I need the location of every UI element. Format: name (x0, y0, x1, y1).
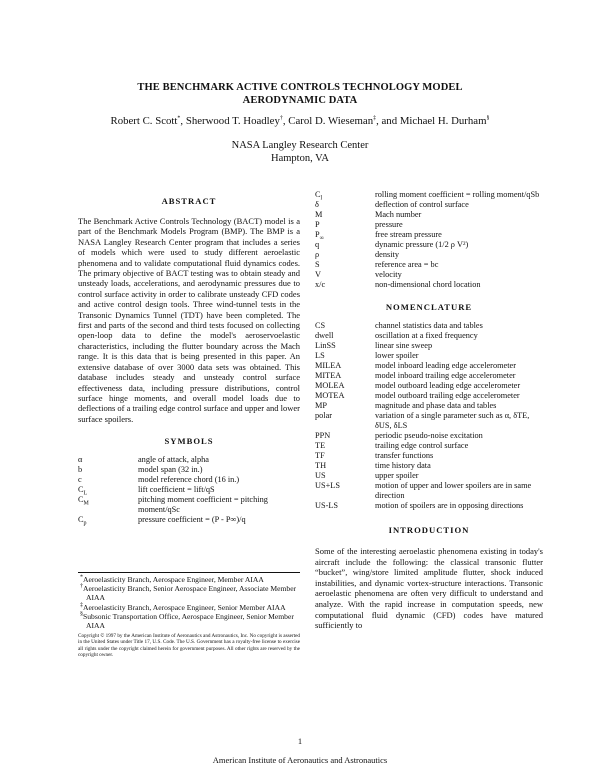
author-list (40, 115, 560, 128)
symbol: P (315, 220, 320, 229)
nomenclature-row (315, 461, 543, 471)
abstract-text: The Benchmark Active Controls Technology (BACT) model is a part of the Benchmark Models Program (BMP). The BMP is a NASA Langley Research Center program that includes a series of models which were used to study different aeroelastic phenomena and to validate computational fluid dynamics codes. The primary objective of BACT testing was to obtain steady and unsteady loads, accelerations, and aerodynamic pressures due to control surface activity in order to calibrate unsteady CFD codes and active control design tools. Three wind-tunnel tests in the Transonic Dynamics Tunnel (TDT) have been completed. The first and parts of the second and third tests focused on collecting open-loop data to define the model's aeroservoelastic characteristics, including the flutter boundary across the Mach range. It is this data that is being presented in this paper. An extensive database of over 3000 data sets was obtained. This database includes steady and unsteady control surface effectiveness data, including pressure distributions, control surface hinge moments, and overall model loads due to deflections of a trailing edge control surface and upper and lower surface spoilers. (78, 216, 300, 424)
symbols-heading: SYMBOLS (164, 436, 214, 447)
abbreviation-definition: time history data (375, 461, 431, 470)
author-separator: , (180, 115, 186, 127)
symbol-definition: pressure coefficient = (P - P∞)/q (138, 515, 246, 525)
abstract-heading: ABSTRACT (161, 196, 217, 206)
abbreviation: dwell (315, 331, 334, 340)
symbol-base: C (78, 515, 84, 525)
symbol-row (315, 250, 543, 260)
symbol-row (78, 485, 300, 495)
symbol-definition: pressure (375, 220, 403, 229)
nomenclature-row (315, 451, 543, 461)
affiliation-org: NASA Langley Research Center (231, 140, 369, 151)
abbreviation-definition: lower spoiler (375, 351, 419, 360)
page-number: 1 (297, 736, 303, 746)
symbol: b (78, 465, 83, 475)
symbol (78, 495, 138, 515)
abbreviation: TF (315, 451, 325, 460)
symbol-row (78, 495, 300, 515)
abbreviation-definition: oscillation at a fixed frequency (375, 331, 478, 340)
symbol (78, 515, 138, 525)
author-separator: , (376, 115, 382, 127)
symbol (315, 190, 375, 200)
introduction-text: Some of the interesting aeroelastic phenomena existing in today's aircraft include the following: the classical transonic flutter “bucket”, wing/store limited amplitude flutter, shock induced instabilities, and dynamic vortex-structure interactions. Transonic aeroelastic phenomena are often very difficult to understand and analyze. With the rapid increase in computation speeds, new computational fluid dynamic (CFD) codes have matured sufficiently to (315, 546, 543, 631)
abbreviation: MITEA (315, 371, 342, 380)
symbol-definition: pitching moment coefficient = pitching moment/qSc (138, 495, 268, 515)
symbol: c (78, 475, 82, 485)
symbol-definition: free stream pressure (375, 230, 442, 239)
symbol: δ (315, 200, 319, 209)
nomenclature-table (315, 321, 543, 511)
symbol-base: C (78, 495, 84, 505)
abbreviation: TE (315, 441, 326, 450)
symbol-base: P (315, 230, 320, 239)
left-column (78, 196, 300, 525)
affiliation (100, 139, 500, 165)
symbol: α (78, 455, 83, 465)
author-mark: † (279, 115, 283, 122)
page-footer: American Institute of Aeronautics and Astronautics (212, 755, 388, 765)
footnote (78, 612, 300, 630)
symbol-definition: Mach number (375, 210, 422, 219)
copyright-notice: Copyright © 1997 by the American Institute of Aeronautics and Astronautics, Inc. No copyright is asserted in the United States under Title 17, U.S. Code. The U.S. Government has a royalty-free license to exercise all rights under the copyright claimed herein for government purposes. All other rights are reserved by the copyright owner. (78, 633, 300, 658)
abbreviation-definition: periodic pseudo-noise excitation (375, 431, 483, 440)
symbol: V (315, 270, 321, 279)
abbreviation: LinSS (315, 341, 336, 350)
nomenclature-row (315, 381, 543, 391)
abbreviation: MP (315, 401, 327, 410)
author-conjunction: and (381, 115, 400, 127)
abbreviation-definition: variation of a single parameter such as α, δTE, δUS, δLS (375, 411, 530, 430)
nomenclature-row (315, 371, 543, 381)
symbol: M (315, 210, 323, 219)
abbreviation: CS (315, 321, 326, 330)
nomenclature-row (315, 501, 543, 511)
footnote-text: Subsonic Transportation Office, Aerospace Engineer, Senior Member AIAA (83, 611, 294, 631)
symbol-definition: dynamic pressure (1/2 ρ V²) (375, 240, 469, 249)
symbol-row (78, 475, 300, 485)
symbol-definition: rolling moment coefficient = rolling moment/qSb (375, 190, 540, 199)
introduction-heading: INTRODUCTION (388, 525, 470, 535)
symbol: x/c (315, 280, 326, 289)
footnote-text: Aeroelasticity Branch, Aerospace Engineer, Senior Member AIAA (83, 602, 286, 612)
abbreviation: polar (315, 411, 333, 420)
symbol-definition: model reference chord (16 in.) (138, 475, 240, 485)
abbreviation: TH (315, 461, 327, 470)
footnote-text: Aeroelasticity Branch, Senior Aerospace Engineer, Associate Member AIAA (83, 584, 297, 603)
footnote-mark: ‡ (80, 602, 83, 609)
symbol: ρ (315, 250, 320, 259)
symbol-row (78, 515, 300, 525)
abbreviation-definition: model inboard leading edge accelerometer (375, 361, 516, 370)
symbol-row (315, 280, 543, 290)
symbol-row (315, 220, 543, 230)
author-mark: ‡ (373, 115, 377, 122)
footnote-mark: § (80, 611, 83, 618)
symbol: q (315, 240, 320, 249)
author-separator: , (282, 115, 289, 127)
symbol-subscript: p (83, 520, 87, 527)
symbol-row (315, 190, 543, 200)
symbols-table (78, 455, 300, 525)
symbol-row (78, 455, 300, 465)
symbol-definition: velocity (375, 270, 402, 279)
symbol-definition: reference area = bc (375, 260, 439, 269)
abbreviation-definition: magnitude and phase data and tables (375, 401, 497, 410)
abbreviation: US (315, 471, 326, 480)
abbreviation-definition: motion of upper and lower spoilers are in same direction (375, 481, 532, 500)
affiliation-city: Hampton, VA (271, 153, 329, 164)
nomenclature-row (315, 391, 543, 401)
symbol-row (315, 230, 543, 240)
nomenclature-row (315, 401, 543, 411)
right-column (315, 190, 543, 631)
symbols-table-continued (315, 190, 543, 290)
nomenclature-row (315, 351, 543, 361)
abbreviation-definition: trailing edge control surface (375, 441, 469, 450)
abbreviation: US-LS (315, 501, 339, 510)
footnote (78, 603, 300, 612)
footnote-mark: * (80, 574, 83, 581)
author-name: Carol D. Wieseman (288, 115, 374, 127)
nomenclature-row (315, 431, 543, 441)
nomenclature-row (315, 341, 543, 351)
abbreviation: MOLEA (315, 381, 345, 390)
abbreviation-definition: model inboard trailing edge accelerometer (375, 371, 516, 380)
footnote (78, 584, 300, 602)
nomenclature-row (315, 361, 543, 371)
footnote-mark: † (80, 583, 83, 590)
symbol-definition: non-dimensional chord location (375, 280, 481, 289)
symbol-subscript: l (320, 195, 323, 202)
symbol: S (315, 260, 320, 269)
nomenclature-row (315, 411, 543, 431)
symbol-row (315, 210, 543, 220)
abbreviation-definition: model outboard trailing edge accelerometer (375, 391, 520, 400)
nomenclature-heading: NOMENCLATURE (385, 302, 473, 312)
symbol (78, 485, 138, 495)
nomenclature-row (315, 441, 543, 451)
abbreviation: US+LS (315, 481, 340, 490)
symbol (315, 230, 375, 240)
symbol-definition: model span (32 in.) (138, 465, 203, 475)
abbreviation-definition: upper spoiler (375, 471, 419, 480)
symbol-subscript: M (83, 500, 89, 507)
abbreviation: MOTEA (315, 391, 345, 400)
nomenclature-row (315, 321, 543, 331)
abbreviation-definition: transfer functions (375, 451, 434, 460)
nomenclature-row (315, 481, 543, 501)
footnote (78, 575, 300, 584)
symbol-definition: lift coefficient = lift/qS (138, 485, 215, 495)
symbol-base: C (315, 190, 321, 199)
symbol-base: C (78, 485, 84, 495)
symbol-row (315, 270, 543, 280)
symbol-definition: density (375, 250, 399, 259)
title-line-1: THE BENCHMARK ACTIVE CONTROLS TECHNOLOGY MODEL (137, 82, 463, 93)
abbreviation: LS (315, 351, 325, 360)
author-name: Sherwood T. Hoadley (185, 115, 280, 127)
author-name: Michael H. Durham (399, 115, 487, 127)
author-name: Robert C. Scott (110, 115, 178, 127)
abbreviation-definition: linear sine sweep (375, 341, 433, 350)
footnote-text: Aeroelasticity Branch, Aerospace Engineer, Member AIAA (83, 575, 264, 584)
abbreviation-definition: motion of spoilers are in opposing directions (375, 501, 524, 510)
symbol-row (315, 200, 543, 210)
symbol-row (78, 465, 300, 475)
paper-title (60, 81, 540, 107)
abbreviation-definition: channel statistics data and tables (375, 321, 483, 330)
abbreviation: PPN (315, 431, 331, 440)
abbreviation-definition: model outboard leading edge accelerometer (375, 381, 521, 390)
symbol-definition: deflection of control surface (375, 200, 469, 209)
symbol-row (315, 260, 543, 270)
author-mark: § (486, 115, 490, 122)
abbreviation: MILEA (315, 361, 342, 370)
nomenclature-row (315, 471, 543, 481)
title-line-2: AERODYNAMIC DATA (242, 95, 358, 106)
symbol-subscript: ∞ (319, 235, 324, 242)
nomenclature-row (315, 331, 543, 341)
footnotes (78, 572, 300, 658)
author-mark: * (177, 115, 181, 122)
symbol-definition: angle of attack, alpha (138, 455, 209, 465)
symbol-subscript: L (83, 490, 88, 497)
symbol-row (315, 240, 543, 250)
